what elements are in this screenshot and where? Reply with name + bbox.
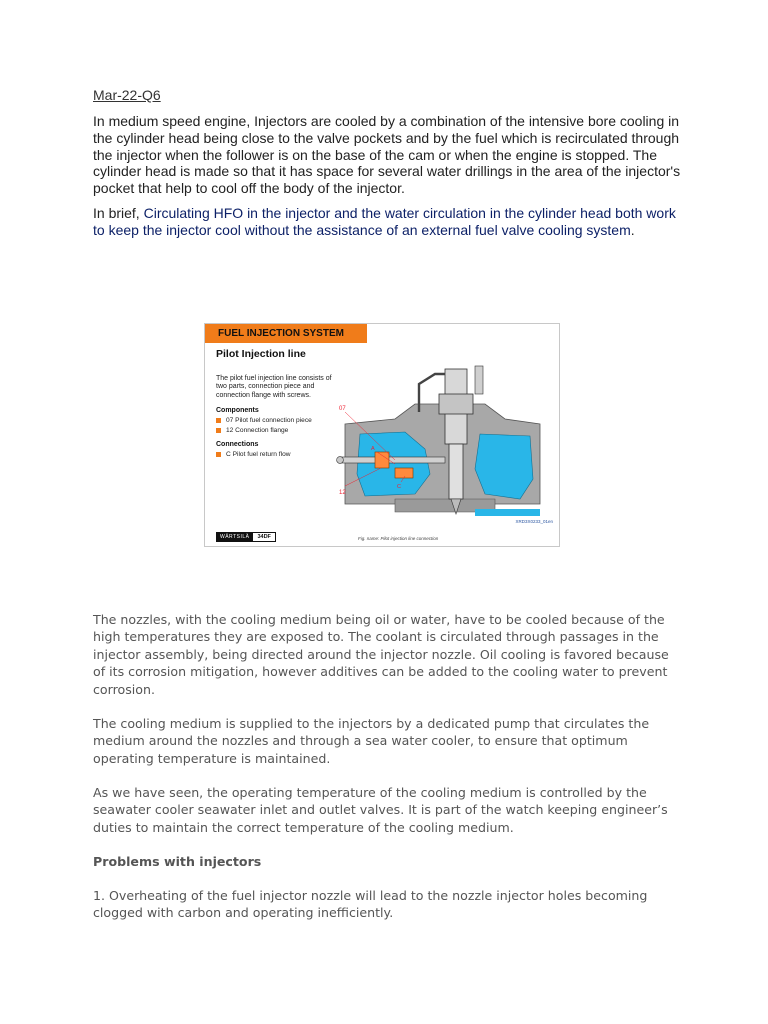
callout-c: C [397, 484, 401, 490]
body-paragraph: As we have seen, the operating temperature of the cooling medium is controlled by the seawater cooler seawater inlet and outlet valves. It is part of the watch keeping engineer’s duties to maintain the correct temperature of the cooling medium. [93, 785, 668, 835]
body-paragraph: 1. Overheating of the fuel injector nozzle will lead to the nozzle injector holes becoming clogged with carbon and operating inefficiently. [93, 888, 648, 921]
brand-block [216, 532, 276, 542]
injector-clamp [439, 394, 473, 414]
wartsila-logo: WÄRTSILÄ [216, 532, 253, 542]
figure-description: The pilot fuel injection line consists of two parts, connection piece and connection flange with screws. [216, 375, 332, 399]
connections-heading: Connections [216, 441, 259, 448]
top-fitting [475, 366, 483, 394]
summary-suffix: . [630, 221, 635, 238]
bullet-square-icon [216, 428, 221, 433]
figure-subtitle: Pilot Injection line [216, 348, 306, 360]
connection-flange-part [375, 452, 389, 468]
summary-paragraph [93, 205, 683, 239]
connection-piece-part [395, 468, 413, 478]
callout-07: 07 [339, 406, 346, 412]
body-paragraph: The nozzles, with the cooling medium being oil or water, have to be cooled because of the high temperatures they are exposed to. The coolant is circulated through passages in the injector assembly, being directed around the injector nozzle. Oil cooling is favored because of its corrosion mitigation, however additives can be added to the cooling water to prevent corrosion. [93, 612, 669, 697]
pilot-line-end [337, 457, 344, 464]
section-heading: Problems with injectors [93, 854, 262, 869]
coolant-cavity-right [475, 434, 533, 499]
component-item: 07 Pilot fuel connection piece [216, 417, 312, 424]
summary-prefix: In brief, [93, 205, 144, 221]
intro-paragraph: In medium speed engine, Injectors are cooled by a combination of the intensive bore cooling in the cylinder head being close to the valve pockets and by the fuel which is recirculated through the injector when the follower is on the base of the cam or when the engine is stopped. The cylinder head is made so that it has space for several water drillings in the area of the injector's pocket that help to cool off the body of the injector. [93, 113, 681, 197]
figure-reference: XRD3X0233_01en [515, 519, 553, 524]
callout-a: A [371, 446, 375, 452]
injector-cross-section-diagram [335, 364, 555, 524]
engine-model-label: 34DF [253, 532, 275, 542]
summary-highlight: Circulating HFO in the injector and the water circulation in the cylinder head both work to keep the injector cool without the assistance of an external fuel valve cooling system [93, 205, 676, 238]
figure-banner: FUEL INJECTION SYSTEM [205, 324, 367, 343]
bullet-square-icon [216, 452, 221, 457]
components-heading: Components [216, 407, 259, 414]
body-paragraph: The cooling medium is supplied to the injectors by a dedicated pump that circulates the medium around the nozzles and through a sea water cooler, to ensure that optimum operating temperature is maintained. [93, 716, 650, 766]
fuel-injection-figure [204, 323, 560, 547]
injector-nozzle-holder [449, 444, 463, 499]
bullet-square-icon [216, 418, 221, 423]
connection-item: C Pilot fuel return flow [216, 451, 291, 458]
callout-12: 12 [339, 490, 346, 496]
component-item: 12 Connection flange [216, 427, 288, 434]
question-heading: Mar-22-Q6 [93, 87, 161, 103]
lower-coolant-channel [475, 509, 540, 516]
figure-caption: Fig. name: Pilot injection line connection [358, 536, 439, 541]
